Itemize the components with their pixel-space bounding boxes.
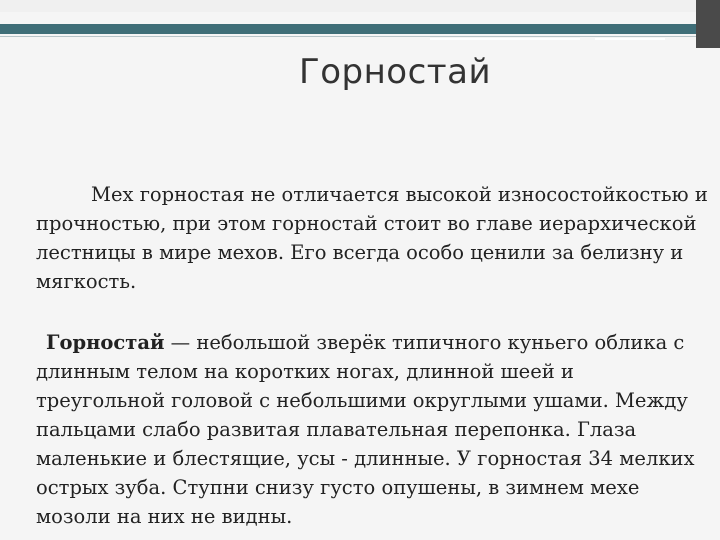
paragraph-description [36,328,708,531]
header-highlight-line [595,38,665,40]
header-band [0,0,720,12]
header-divider-line [0,36,720,37]
bold-term: Горностай [46,331,165,354]
paragraph-intro: Мех горностая не отличается высокой износостойкостью и прочностью, при этом горностай стоит во главе иерархической лестницы в мире мехов. Его всегда особо ценили за белизну и мягкость. [36,183,708,293]
description-text: — небольшой зверёк типичного куньего облика с длинным телом на коротких ногах, длинной шеей и треугольной головой с небольшими округлыми ушами. Между пальцами слабо развитая плавательная перепонка. Глаза маленькие и блестящие, усы - длинные. У горностая 34 мелких острых зуба. Ступни снизу густо опушены, в зимнем мехе мозоли на них не видны. [36,331,695,528]
header-accent-bar [0,24,720,34]
slide-title: Горностай [298,52,492,92]
header-highlight-line [430,38,580,40]
corner-decoration [696,0,720,48]
